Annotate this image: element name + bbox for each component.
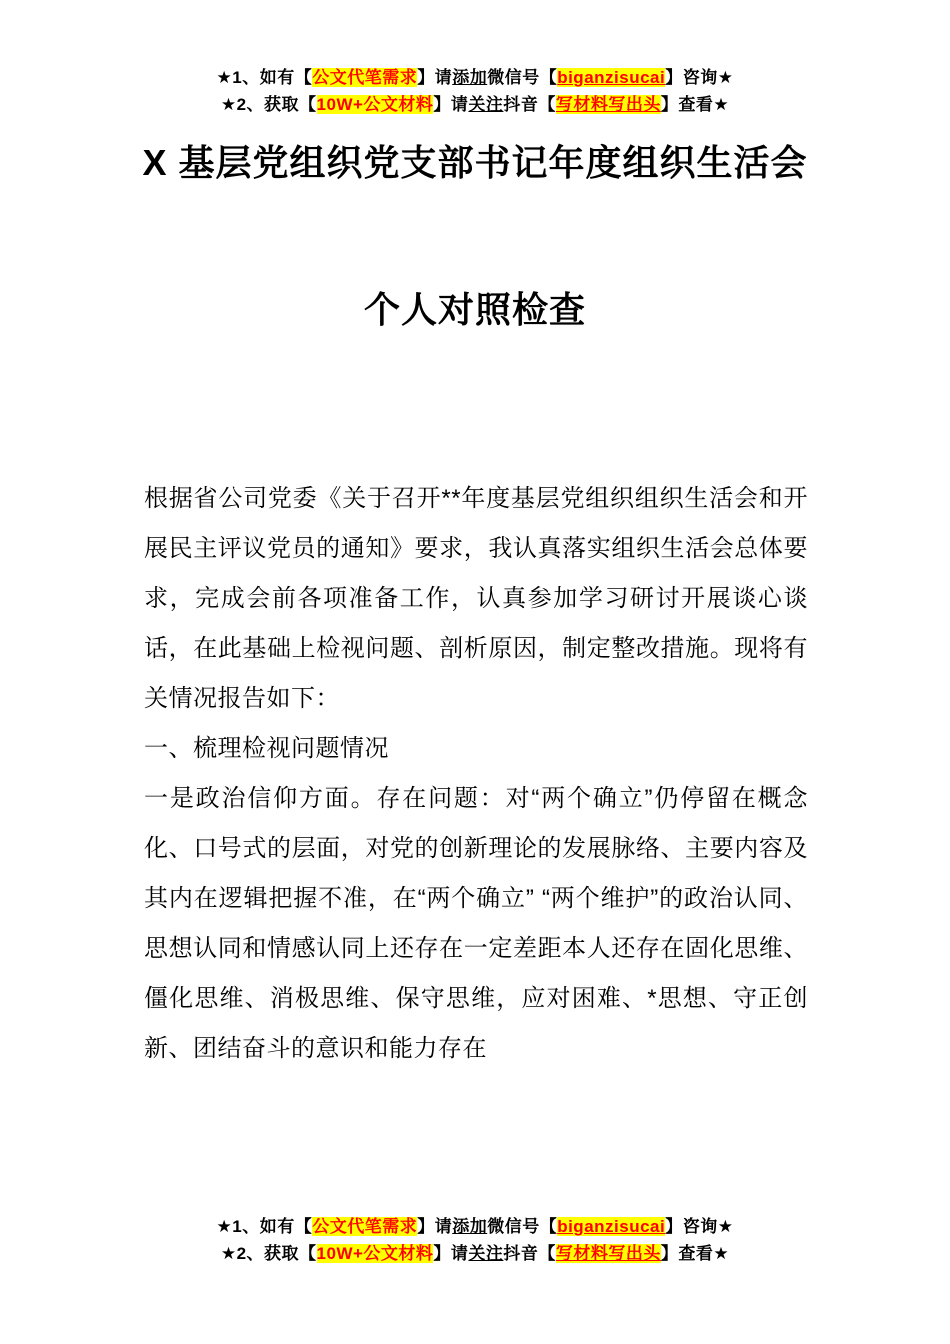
promo-header-line-2 (0, 91, 950, 118)
promo-line1-mid1: 】请 (417, 1217, 453, 1236)
promo-footer-line-1 (0, 1213, 950, 1240)
promo-line1-mid2: 微信号【 (487, 68, 558, 87)
document-body (144, 474, 808, 1074)
promo-line1-mid2: 微信号【 (487, 1217, 558, 1236)
promo-line2-douyin-id: 写材料写出头 (555, 95, 661, 114)
promo-line2-highlight: 10W+公文材料 (316, 95, 434, 114)
promo-line2-mid2: 抖音【 (503, 1244, 556, 1263)
promo-line1-underlined: 添加 (452, 68, 488, 87)
promo-line2-underlined: 关注 (468, 95, 504, 114)
promo-line2-mid2: 抖音【 (503, 95, 556, 114)
promo-line1-underlined: 添加 (452, 1217, 488, 1236)
paragraph-intro: 根据省公司党委《关于召开**年度基层党组织组织生活会和开展民主评议党员的通知》要求，我认真落实组织生活会总体要求，完成会前各项准备工作，认真参加学习研讨开展谈心谈话，在此基础上检视问题、剖析原因，制定整改措施。现将有关情况报告如下： (144, 485, 808, 712)
promo-line1-wechat-id: biganzisucai (557, 1217, 666, 1236)
section-heading-1: 一、梳理检视问题情况 (144, 735, 389, 762)
document-title-line-2: 个人对照检查 (363, 289, 586, 330)
promo-line2-highlight: 10W+公文材料 (316, 1244, 434, 1263)
promo-line1-highlight: 公文代笔需求 (312, 68, 418, 87)
document-title-line-1: X 基层党组织党支部书记年度组织生活会 (142, 142, 808, 183)
promo-line2-mid1: 】请 (433, 1244, 469, 1263)
promo-line1-suffix: 】咨询★ (665, 1217, 734, 1236)
promo-line1-prefix: ★1、如有【 (216, 68, 313, 87)
promo-line1-wechat-id: biganzisucai (557, 68, 666, 87)
promo-header-line-1 (0, 64, 950, 91)
promo-line2-douyin-id: 写材料写出头 (555, 1244, 661, 1263)
promo-footer (0, 1213, 950, 1267)
promo-line2-underlined: 关注 (468, 1244, 504, 1263)
paragraph-issues: 一是政治信仰方面。存在问题：对“两个确立”仍停留在概念化、口号式的层面，对党的创新理论的发展脉络、主要内容及其内在逻辑把握不准，在“两个确立” “两个维护”的政治认同、思想认同和情感认同上还存在一定差距本人还存在固化思维、僵化思维、消极思维、保守思维，应对困难、*思想、守正创新、团结奋斗的意识和能力存在 (144, 785, 808, 1062)
promo-line1-suffix: 】咨询★ (665, 68, 734, 87)
promo-line1-highlight: 公文代笔需求 (312, 1217, 418, 1236)
promo-line1-mid1: 】请 (417, 68, 453, 87)
promo-header (0, 0, 950, 118)
promo-line2-prefix: ★2、获取【 (220, 95, 317, 114)
promo-line2-suffix: 】查看★ (660, 1244, 730, 1263)
promo-footer-line-2 (0, 1240, 950, 1267)
promo-line2-mid1: 】请 (433, 95, 469, 114)
promo-line2-suffix: 】查看★ (660, 95, 730, 114)
promo-line1-prefix: ★1、如有【 (216, 1217, 313, 1236)
promo-line2-prefix: ★2、获取【 (220, 1244, 317, 1263)
